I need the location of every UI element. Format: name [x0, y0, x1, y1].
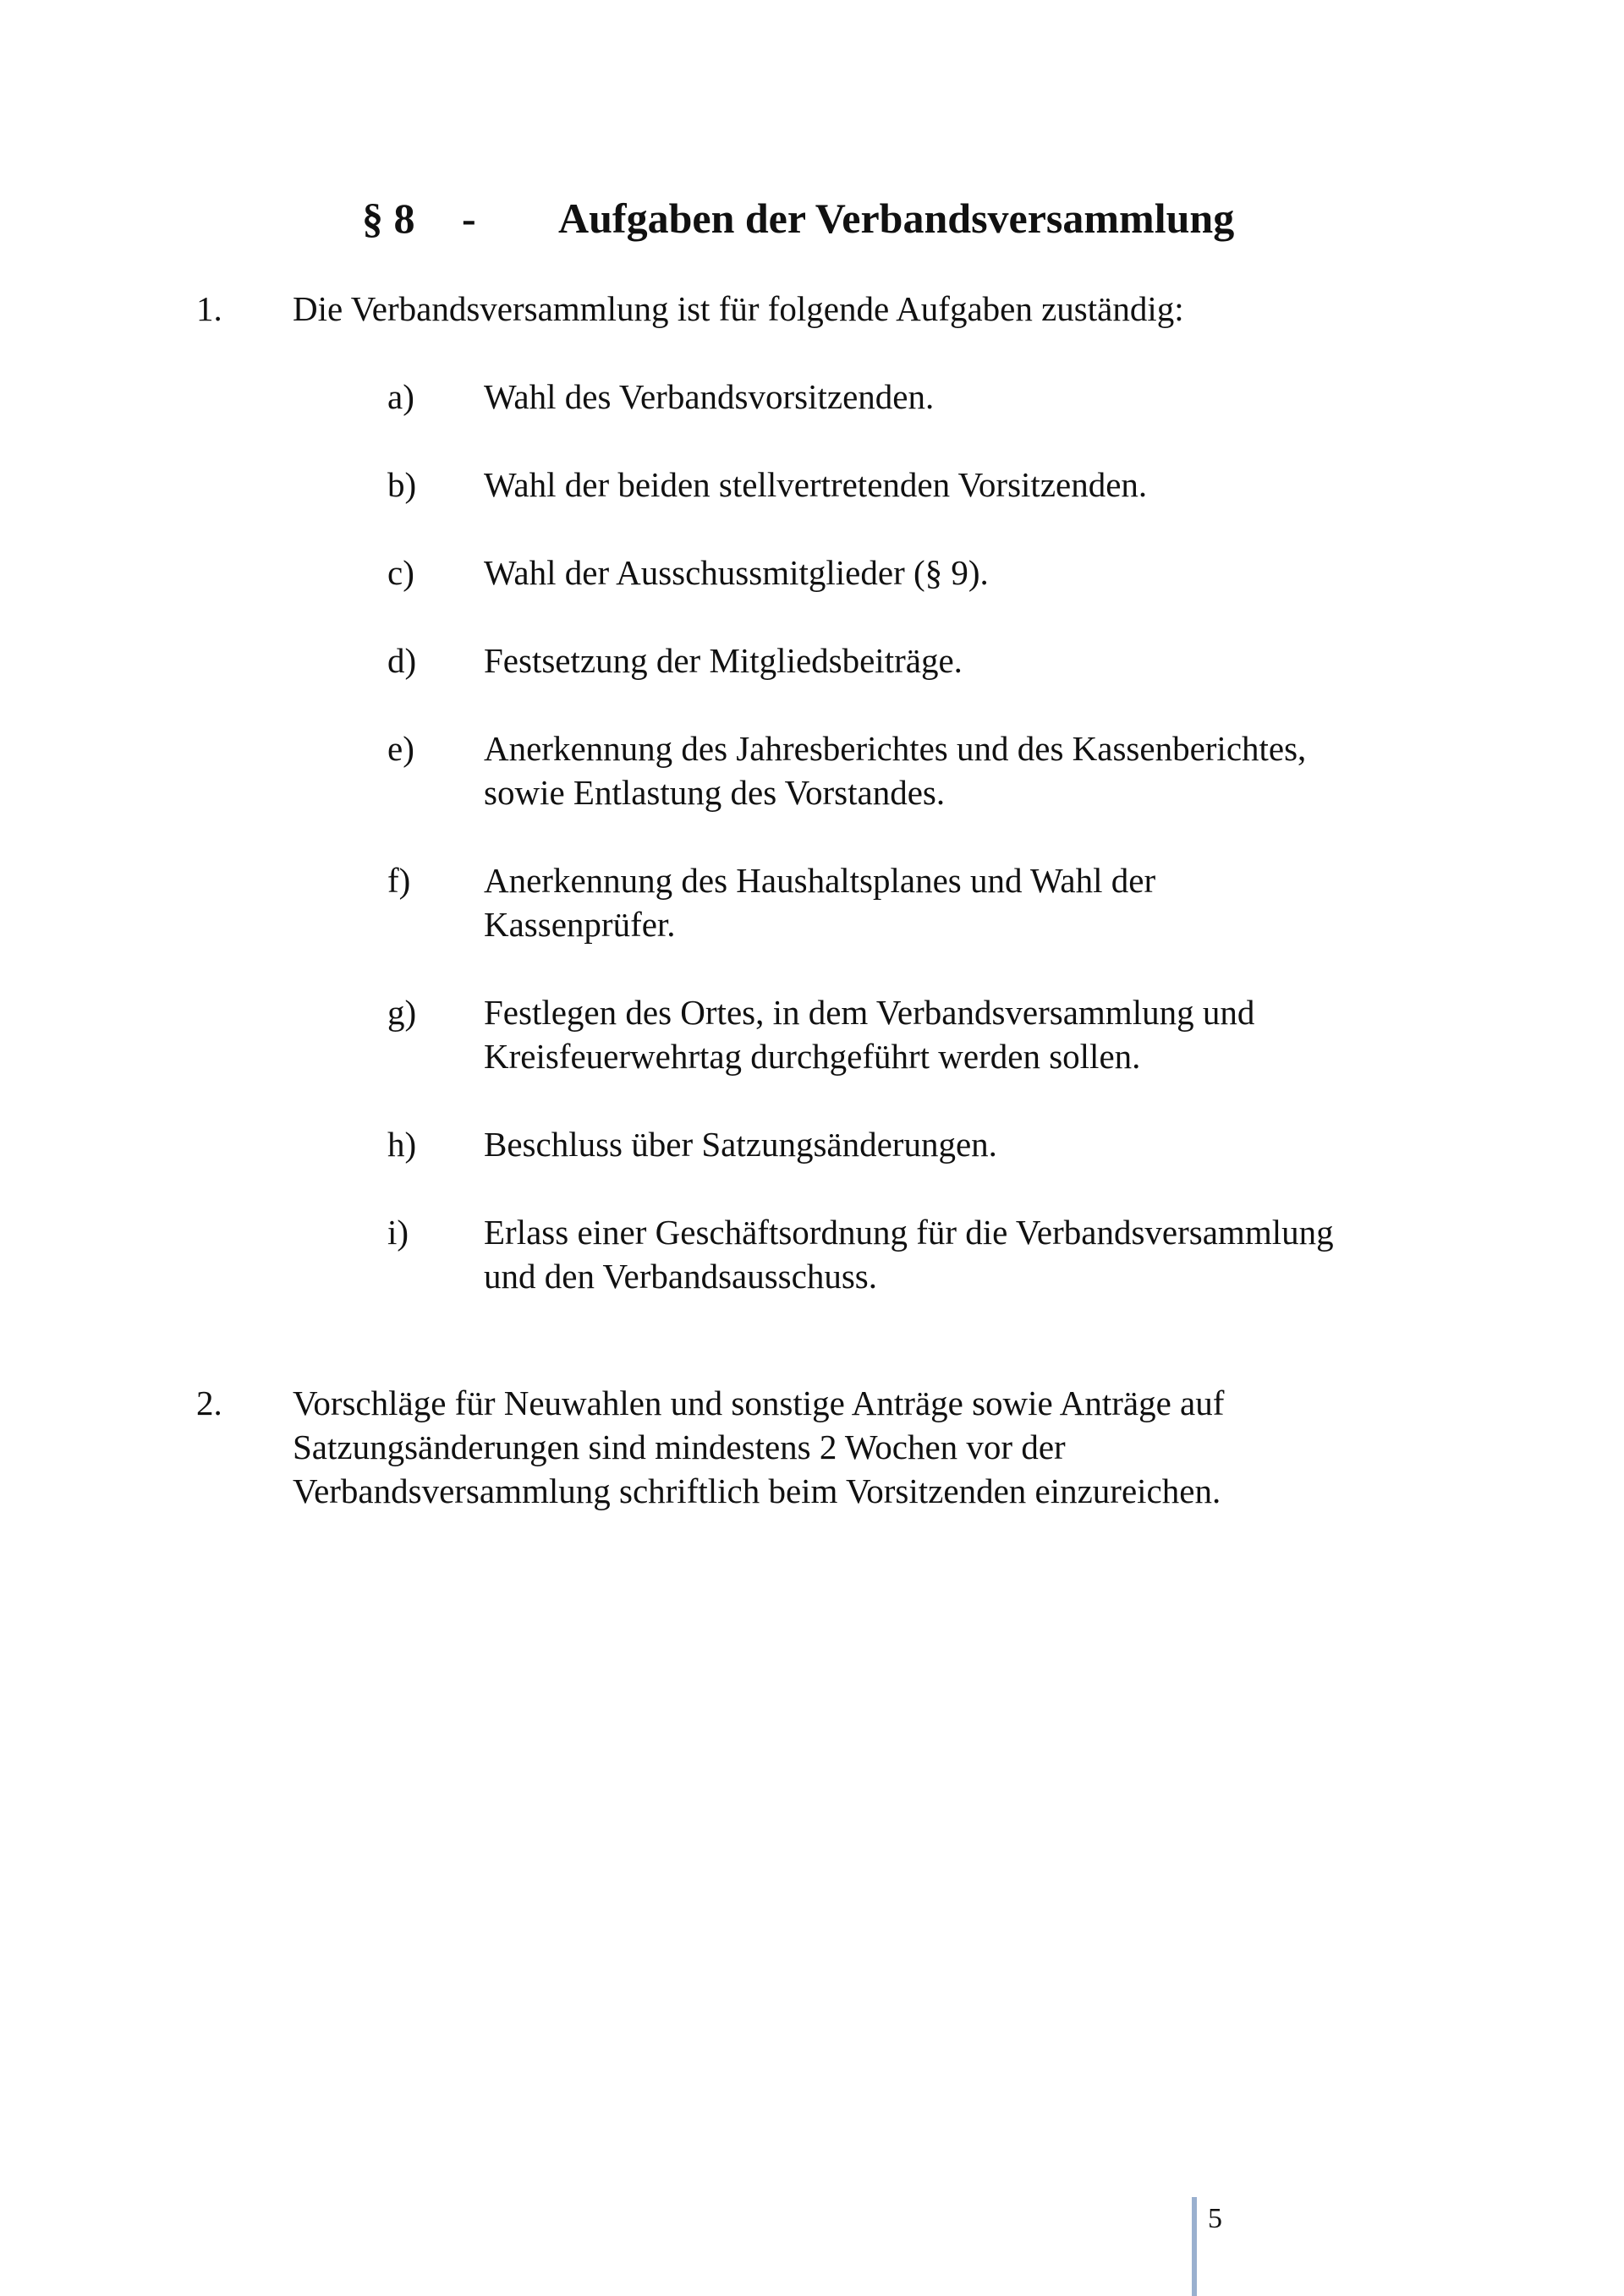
- list-item-text: [484, 1122, 1457, 1166]
- list-item-label: i): [387, 1213, 409, 1252]
- list-item-label: h): [387, 1125, 417, 1164]
- list-item-line: und den Verbandsausschuss.: [484, 1257, 877, 1296]
- list-item-text: [484, 638, 1457, 682]
- list-item-text: [484, 551, 1457, 595]
- list-item-line: Kassenprüfer.: [484, 905, 676, 944]
- section-dash: -: [462, 195, 476, 242]
- list-item-line: Wahl der beiden stellvertretenden Vorsitzenden.: [484, 465, 1148, 504]
- list-item-label: c): [387, 553, 414, 592]
- point-2-text: [293, 1381, 1477, 1513]
- footer-divider: [1192, 2197, 1197, 2296]
- list-item-line: Festlegen des Ortes, in dem Verbandsversammlung und: [484, 993, 1255, 1032]
- list-item-text: [484, 858, 1457, 946]
- list-item-label: b): [387, 465, 417, 504]
- list-item-label: g): [387, 993, 417, 1032]
- list-item-line: Kreisfeuerwehrtag durchgeführt werden sollen.: [484, 1037, 1141, 1076]
- page-number: 5: [1208, 2203, 1222, 2234]
- list-item-text: [484, 990, 1457, 1078]
- point-1-text: Die Verbandsversammlung ist für folgende Aufgaben zuständig:: [293, 289, 1184, 328]
- list-item-line: Anerkennung des Jahresberichtes und des Kassenberichtes,: [484, 729, 1307, 768]
- point-2-line: Verbandsversammlung schriftlich beim Vorsitzenden einzureichen.: [293, 1471, 1221, 1510]
- list-item-label: e): [387, 729, 414, 768]
- list-item-line: Wahl der Ausschussmitglieder (§ 9).: [484, 553, 989, 592]
- list-item-line: Festsetzung der Mitgliedsbeiträge.: [484, 641, 963, 680]
- list-item-line: sowie Entlastung des Vorstandes.: [484, 773, 946, 812]
- list-item-label: a): [387, 377, 414, 416]
- list-item-line: Beschluss über Satzungsänderungen.: [484, 1125, 997, 1164]
- section-number: § 8: [362, 195, 415, 242]
- list-item-line: Erlass einer Geschäftsordnung für die Verbandsversammlung: [484, 1213, 1334, 1252]
- point-2-number: 2.: [196, 1384, 222, 1422]
- list-item-text: [484, 375, 1457, 419]
- list-item-label: f): [387, 861, 411, 900]
- list-item-text: [484, 1210, 1457, 1298]
- section-title: Aufgaben der Verbandsversammlung: [558, 195, 1235, 242]
- list-item-label: d): [387, 641, 417, 680]
- list-item-text: [484, 726, 1457, 814]
- list-item-line: Anerkennung des Haushaltsplanes und Wahl der: [484, 861, 1156, 900]
- point-1-number: 1.: [196, 289, 222, 328]
- list-item-text: [484, 463, 1457, 507]
- point-2-line: Satzungsänderungen sind mindestens 2 Wochen vor der: [293, 1427, 1066, 1466]
- list-item-line: Wahl des Verbandsvorsitzenden.: [484, 377, 935, 416]
- point-2-line: Vorschläge für Neuwahlen und sonstige Anträge sowie Anträge auf: [293, 1384, 1225, 1422]
